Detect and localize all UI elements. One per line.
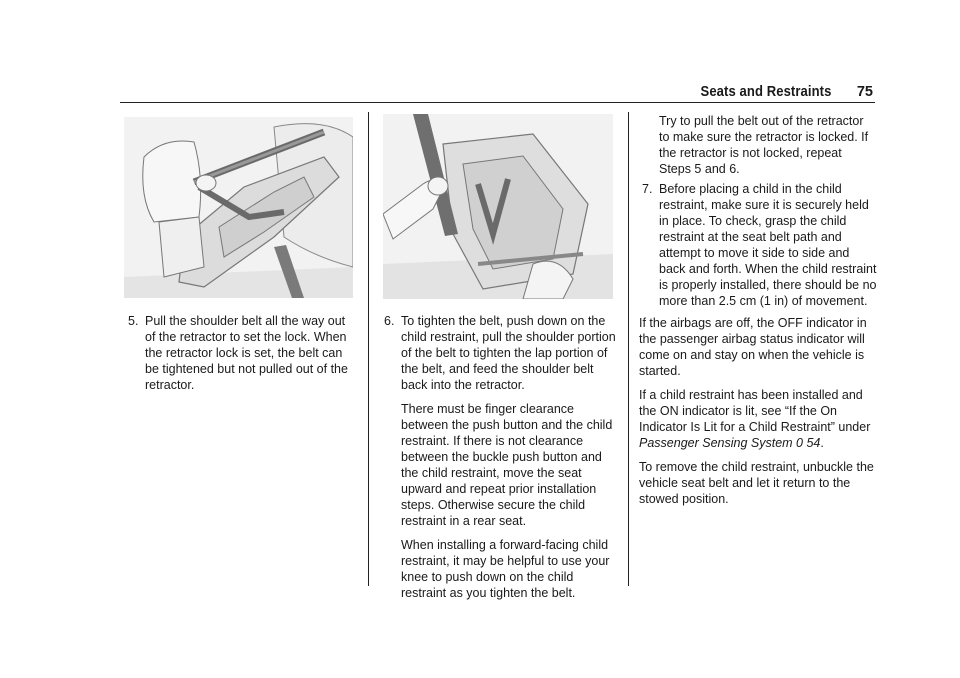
step-text: Before placing a child in the child restraint, make sure it is securely held in place. To check, grasp the child restraint at the seat belt path and attempt to move it side to side and back and forth. When the child restraint is properly installed, there should be no more than 2.5 cm (1 in) of movement.: [659, 182, 877, 308]
illustration-pull-shoulder-belt: [124, 117, 353, 298]
paragraph: To remove the child restraint, unbuckle the vehicle seat belt and let it return to the stowed position.: [639, 460, 874, 506]
paragraph: There must be finger clearance between the push button and the child restraint. If there is not clearance between the buckle push button and the child restraint, move the seat upward and repeat prior installation steps. Otherwise secure the child restraint in a rear seat.: [401, 402, 613, 528]
paragraph-on-indicator: [639, 387, 877, 451]
cross-reference-link[interactable]: Passenger Sensing System: [639, 436, 793, 450]
step-number: 5.: [128, 314, 139, 328]
column-divider: [368, 112, 369, 586]
paragraph-text: If a child restraint has been installed and the ON indicator is lit, see “If the On Indicator Is Lit for a Child Restraint” under: [639, 388, 871, 434]
illustration-pull-belt-drawing: [124, 117, 353, 298]
header-rule: [120, 102, 875, 104]
step-6-continued: Try to pull the belt out of the retractor to make sure the retractor is locked. If the retractor is not locked, repeat Steps 5 and 6.: [659, 114, 869, 176]
illustration-tighten-belt-drawing: [383, 114, 613, 299]
step-6: [384, 313, 616, 393]
paragraph: When installing a forward-facing child restraint, it may be helpful to use your knee to push down on the child restraint as you tighten the belt.: [401, 538, 610, 600]
column-2: [384, 313, 616, 609]
step-text: Pull the shoulder belt all the way out of the retractor to set the lock. When the retractor lock is set, the belt can be tightened but not pulled out of the retractor.: [145, 314, 348, 392]
step-number: 7.: [642, 182, 653, 196]
page-reference[interactable]: 54: [806, 436, 821, 450]
section-title: Seats and Restraints: [700, 84, 831, 100]
illustration-tighten-belt: [383, 114, 613, 299]
page-reference-arrow: 0: [796, 436, 803, 450]
step-5: [128, 313, 358, 393]
paragraph: If the airbags are off, the OFF indicator in the passenger airbag status indicator will come on and stay on when the vehicle is started.: [639, 316, 867, 378]
step-7: [639, 181, 877, 309]
page-header: [120, 80, 875, 102]
step-text: To tighten the belt, push down on the child restraint, pull the shoulder portion of the belt to tighten the lap portion of the belt, and feed the shoulder belt back into the retractor.: [401, 314, 616, 392]
column-1: [128, 313, 358, 393]
step-number: 6.: [384, 314, 395, 328]
paragraph-end: .: [820, 436, 824, 450]
column-divider: [628, 112, 629, 586]
column-3: [639, 113, 877, 515]
page-number: 75: [856, 84, 873, 100]
